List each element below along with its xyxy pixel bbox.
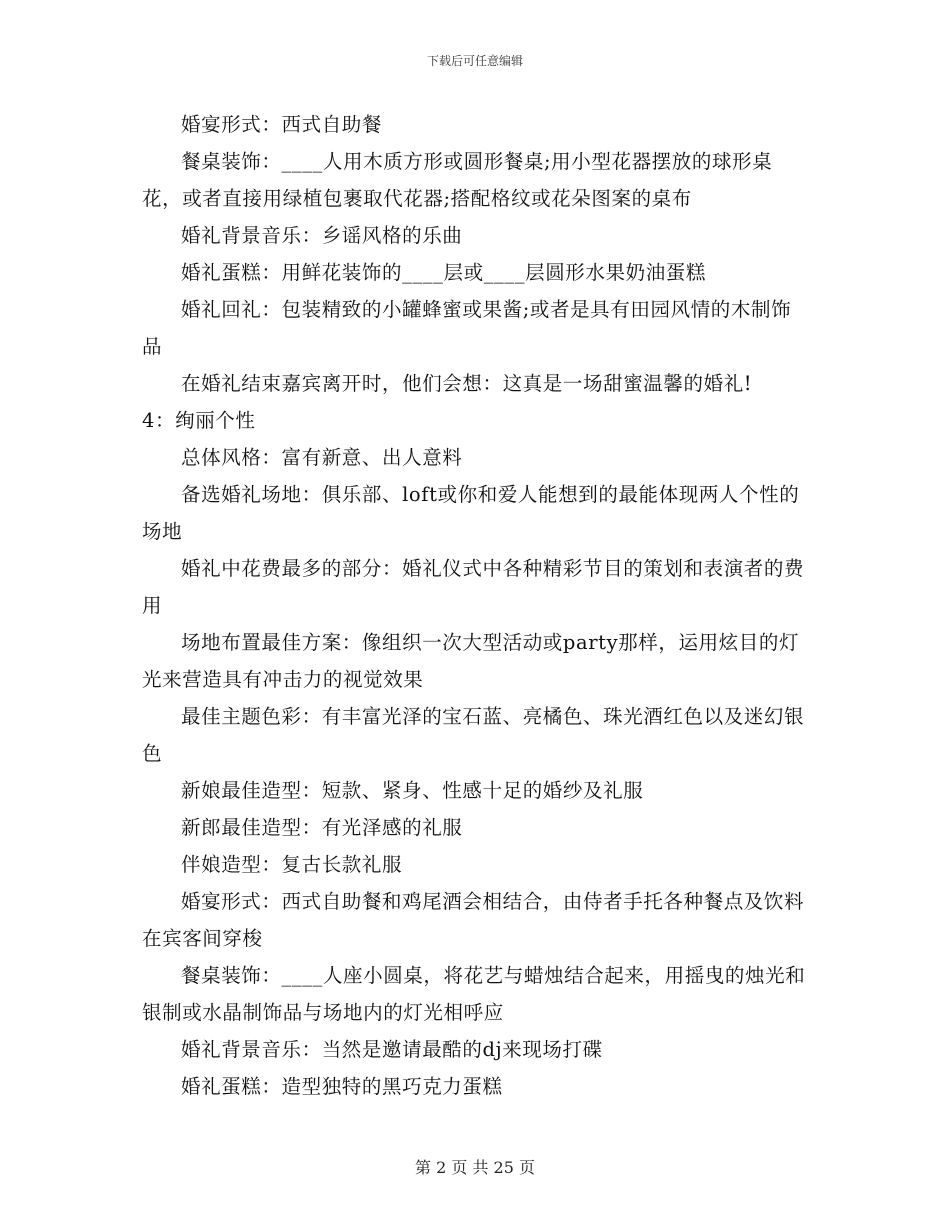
paragraph-wedding-cake-2: 婚礼蛋糕：造型独特的黑巧克力蛋糕 (181, 1075, 503, 1098)
paragraph-theme-colors: 最佳主题色彩：有丰富光泽的宝石蓝、亮橘色、珠光酒红色以及迷幻银色 (142, 705, 805, 765)
paragraph-table-decoration: 餐桌装饰：____人用木质方形或圆形餐桌;用小型花器摆放的球形桌花，或者直接用绿植包裹取代花器;搭配格纹或花朵图案的桌布 (142, 150, 773, 210)
paragraph-table-decoration-2: 餐桌装饰：____人座小圆桌，将花艺与蜡烛结合起来，用摇曳的烛光和银制或水晶制饰品与场地内的灯光相呼应 (142, 964, 806, 1024)
paragraph-wedding-cake: 婚礼蛋糕：用鲜花装饰的____层或____层圆形水果奶油蛋糕 (181, 261, 707, 284)
document-body (142, 106, 810, 1105)
paragraph-groom-look: 新郎最佳造型：有光泽感的礼服 (181, 816, 463, 839)
paragraph-venue-options: 备选婚礼场地：俱乐部、loft或你和爱人能想到的最能体现两人个性的场地 (142, 483, 800, 543)
paragraph-biggest-expense: 婚礼中花费最多的部分：婚礼仪式中各种精彩节目的策划和表演者的费用 (142, 557, 805, 617)
paragraph-bride-look: 新娘最佳造型：短款、紧身、性感十足的婚纱及礼服 (181, 779, 644, 802)
paragraph-guest-impression: 在婚礼结束嘉宾离开时，他们会想：这真是一场甜蜜温馨的婚礼! (181, 372, 753, 395)
paragraph-return-gift: 婚礼回礼：包装精致的小罐蜂蜜或果酱;或者是具有田园风情的木制饰品 (142, 298, 792, 358)
paragraph-bridesmaid-look: 伴娘造型：复古长款礼服 (181, 853, 403, 876)
page-header: 下载后可任意编辑 (426, 54, 523, 68)
paragraph-overall-style: 总体风格：富有新意、出人意料 (181, 446, 463, 469)
paragraph-banquet-form: 婚宴形式：西式自助餐 (181, 113, 383, 136)
paragraph-background-music-2: 婚礼背景音乐：当然是邀请最酷的dj来现场打碟 (181, 1038, 603, 1061)
paragraph-background-music: 婚礼背景音乐：乡谣风格的乐曲 (181, 224, 463, 247)
paragraph-venue-layout: 场地布置最佳方案：像组织一次大型活动或party那样，运用炫目的灯光来营造具有冲击力的视觉效果 (142, 631, 800, 691)
page-number: 第 2 页 共 25 页 (415, 1158, 535, 1177)
section-heading: 4：绚丽个性 (142, 409, 256, 432)
paragraph-banquet-form-2: 婚宴形式：西式自助餐和鸡尾酒会相结合，由侍者手托各种餐点及饮料在宾客间穿梭 (142, 890, 805, 950)
